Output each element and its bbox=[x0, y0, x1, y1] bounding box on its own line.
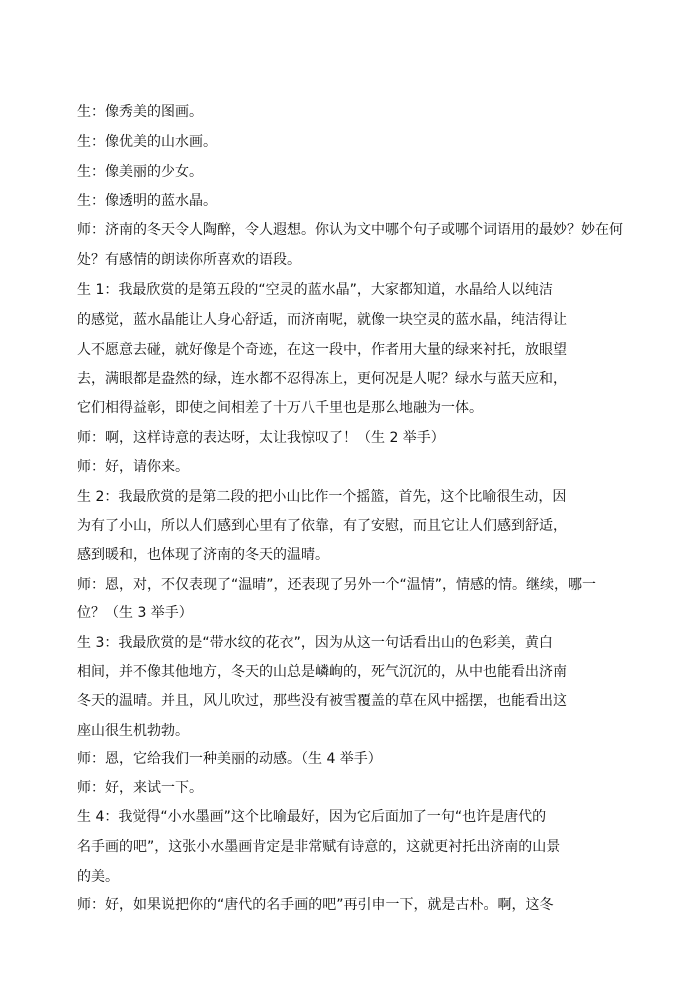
text-line: 生：像秀美的图画。 bbox=[77, 104, 203, 120]
text-line: 生 3：我最欣赏的是“带水纹的花衣”，因为从这一句话看出山的色彩美，黄白 bbox=[77, 635, 553, 651]
text-line: 师：济南的冬天令人陶醉，令人遐想。你认为文中哪个句子或哪个词语用的最妙？妙在何 bbox=[77, 222, 623, 238]
text-line: 师：恩，它给我们一种美丽的动感。（生 4 举手） bbox=[77, 751, 382, 767]
text-line: 名手画的吧”，这张小水墨画肯定是非常赋有诗意的，这就更衬托出济南的山景 bbox=[77, 839, 561, 855]
text-line: 生：像优美的山水画。 bbox=[77, 134, 217, 150]
text-line: 的感觉，蓝水晶能让人身心舒适，而济南呢，就像一块空灵的蓝水晶，纯洁得让 bbox=[77, 312, 567, 328]
text-line: 师：好，如果说把你的“唐代的名手画的吧”再引申一下，就是古朴。啊，这冬 bbox=[77, 897, 554, 913]
text-line: 师：好，请你来。 bbox=[77, 459, 189, 475]
text-line: 生 1：我最欣赏的是第五段的“空灵的蓝水晶”，大家都知道，水晶给人以纯洁 bbox=[77, 282, 553, 298]
text-line: 生 2：我最欣赏的是第二段的把小山比作一个摇篮，首先，这个比喻很生动，因 bbox=[77, 489, 567, 505]
text-line: 生：像透明的蓝水晶。 bbox=[77, 193, 217, 209]
text-line: 去，满眼都是盎然的绿，连水都不忍得冻上，更何况是人呢？绿水与蓝天应和， bbox=[77, 371, 567, 387]
text-line: 师：好，来试一下。 bbox=[77, 780, 203, 796]
text-line: 相间，并不像其他地方，冬天的山总是嶙峋的，死气沉沉的，从中也能看出济南 bbox=[77, 664, 567, 680]
text-line: 座山很生机勃勃。 bbox=[77, 723, 189, 739]
text-line: 为有了小山，所以人们感到心里有了依靠，有了安慰，而且它让人们感到舒适， bbox=[77, 518, 567, 534]
text-line: 生：像美丽的少女。 bbox=[77, 164, 203, 180]
text-line: 师：啊，这样诗意的表达呀，太让我惊叹了！（生 2 举手） bbox=[77, 430, 445, 446]
text-line: 人不愿意去碰，就好像是个奇迹，在这一段中，作者用大量的绿来衬托，放眼望 bbox=[77, 342, 567, 358]
text-line: 生 4：我觉得“小水墨画”这个比喻最好，因为它后面加了一句“也许是唐代的 bbox=[77, 809, 547, 825]
text-line: 师：恩，对，不仅表现了“温晴”，还表现了另外一个“温情”，情感的情。继续，哪一 bbox=[77, 577, 597, 593]
text-line: 冬天的温晴。并且，风儿吹过，那些没有被雪覆盖的草在风中摇摆，也能看出这 bbox=[77, 693, 567, 709]
text-line: 它们相得益彰，即使之间相差了十万八千里也是那么地融为一体。 bbox=[77, 400, 483, 416]
text-line: 处？有感情的朗读你所喜欢的语段。 bbox=[77, 252, 301, 268]
text-line: 的美。 bbox=[77, 869, 119, 885]
text-line: 感到暖和，也体现了济南的冬天的温晴。 bbox=[77, 547, 329, 563]
text-line: 位？（生 3 举手） bbox=[77, 605, 193, 621]
